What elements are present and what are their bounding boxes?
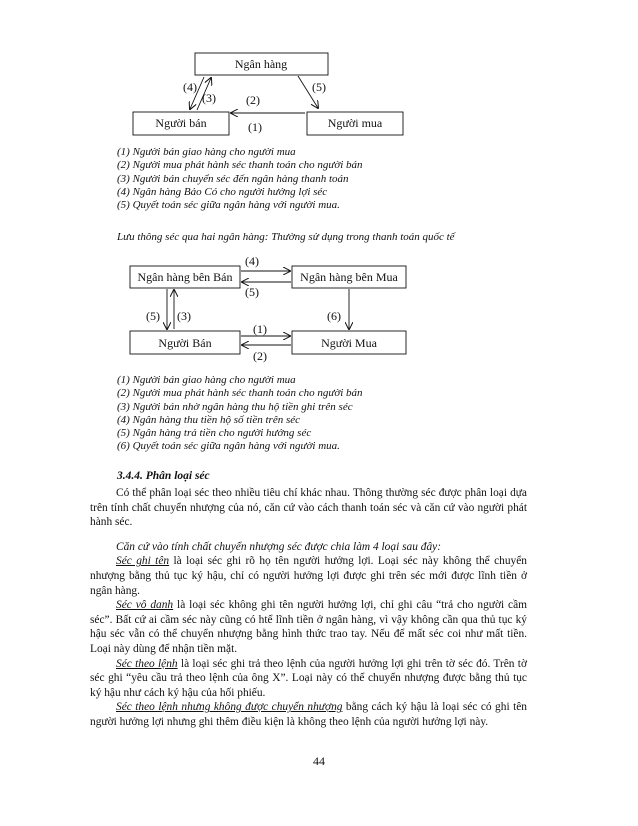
flow-label-1b: (1): [253, 322, 267, 336]
flow-label-5c: (5): [146, 309, 160, 323]
paragraph-text: bằng cách ký hậu là loại séc có ghi tên người hưởng lợi nhưng ghi thêm điều kiện là không theo lệnh của người hưởng lợi này.: [90, 701, 527, 728]
bank-label: Ngân hàng: [234, 57, 288, 71]
list-item: (4) Ngân hàng thu tiền hộ số tiền trên séc: [117, 413, 301, 426]
flow-label-6: (6): [327, 309, 341, 323]
paragraph: [90, 554, 527, 598]
list-item: (2) Người mua phát hành séc thanh toán cho người bán: [117, 159, 363, 172]
flow-label-5b: (5): [245, 285, 259, 299]
paragraph: [90, 657, 527, 701]
paragraph: Có thể phân loại séc theo nhiều tiêu chí khác nhau. Thông thường séc được phân loại dựa trên tính chất chuyển nhượng của nó, căn cứ vào cách thanh toán séc và căn cứ vào người phát hành séc.: [90, 487, 527, 529]
section-heading: 3.4.4. Phân loại séc: [117, 470, 210, 482]
flow-label-4: (4): [183, 80, 197, 94]
bank-buyer-label: Ngân hàng bên Mua: [300, 270, 398, 284]
body-text: [90, 486, 527, 730]
flow-label-3b: (3): [177, 309, 191, 323]
paragraph: Căn cứ vào tính chất chuyển nhượng séc được chia làm 4 loại sau đây:: [116, 540, 441, 553]
diagram-check-flow-two-banks: [0, 250, 638, 365]
paragraph-text: là loại séc ghi rõ họ tên người hưởng lợi. Loại séc này không thể chuyển nhượng bằng thủ tục ký hậu, chỉ có người hưởng lợi được ghi trên séc mới được lĩnh tiền ở ngân hàng.: [90, 555, 527, 597]
paragraph: [90, 598, 527, 656]
paragraph: [90, 700, 527, 729]
flow-label-2: (2): [246, 93, 260, 107]
paragraph-text: là loại séc ghi trả theo lệnh của người hưởng lợi ghi trên tờ séc đó. Trên tờ séc ghi “yêu cầu trả theo lệnh của ông X”. Loại này có thể chuyển nhượng được bằng thủ tục ký hậu như cách ký hậu của hối phiếu.: [90, 657, 527, 699]
section-intro: Lưu thông séc qua hai ngân hàng: Thường sử dụng trong thanh toán quốc tế: [117, 231, 455, 243]
list-item: (5) Quyết toán séc giữa ngân hàng với người mua.: [117, 199, 340, 212]
seller-label-2: Người Bán: [158, 336, 212, 350]
list-item: (1) Người bán giao hàng cho người mua: [117, 146, 296, 158]
seller-label: Người bán: [155, 116, 207, 130]
flow-label-1: (1): [248, 120, 262, 134]
term: Séc theo lệnh nhưng không được chuyển nhượng: [116, 701, 343, 714]
term: Séc theo lệnh: [116, 657, 178, 670]
buyer-label-2: Người Mua: [321, 336, 377, 350]
flow-label-3: (3): [202, 91, 216, 105]
bank-seller-label: Ngân hàng bên Bán: [137, 270, 233, 284]
flow-label-5: (5): [312, 80, 326, 94]
list-item: (6) Quyết toán séc giữa ngân hàng với người mua.: [117, 440, 340, 453]
list-item: (2) Người mua phát hành séc thanh toán cho người bán: [117, 387, 363, 400]
buyer-label: Người mua: [327, 116, 383, 130]
list-item: (1) Người bán giao hàng cho người mua: [117, 374, 296, 386]
list-item: (5) Ngân hàng trả tiền cho người hưởng séc: [117, 427, 312, 440]
diagram-check-flow-one-bank: [0, 0, 638, 145]
flow-label-2b: (2): [253, 349, 267, 363]
flow-label-4b: (4): [245, 254, 259, 268]
legend-list-two: [117, 374, 363, 454]
page-number: 44: [313, 754, 325, 768]
list-item: (3) Người bán chuyển séc đến ngân hàng thanh toán: [117, 172, 349, 185]
term: Séc ghi tên: [116, 555, 170, 568]
list-item: (4) Ngân hàng Bảo Có cho người hưởng lợi séc: [117, 185, 328, 198]
term: Séc vô danh: [116, 599, 174, 612]
list-item: (3) Người bán nhờ ngân hàng thu hộ tiền ghi trên séc: [117, 400, 353, 413]
paragraph-text: là loại séc không ghi tên người hưởng lợi, chỉ ghi câu “trả cho người cầm séc”. Bất cứ ai cầm séc này cũng có htể lĩnh tiền ở ngân hàng, vì vậy không cần qua thủ tục ký hậu séc vẫn có thể chuyển nhượng bằng hình thức trao tay. Nếu để mất séc coi như mất tiền. Loại này dùng để nhận tiền mặt.: [90, 599, 527, 655]
legend-list-one: [117, 146, 363, 212]
